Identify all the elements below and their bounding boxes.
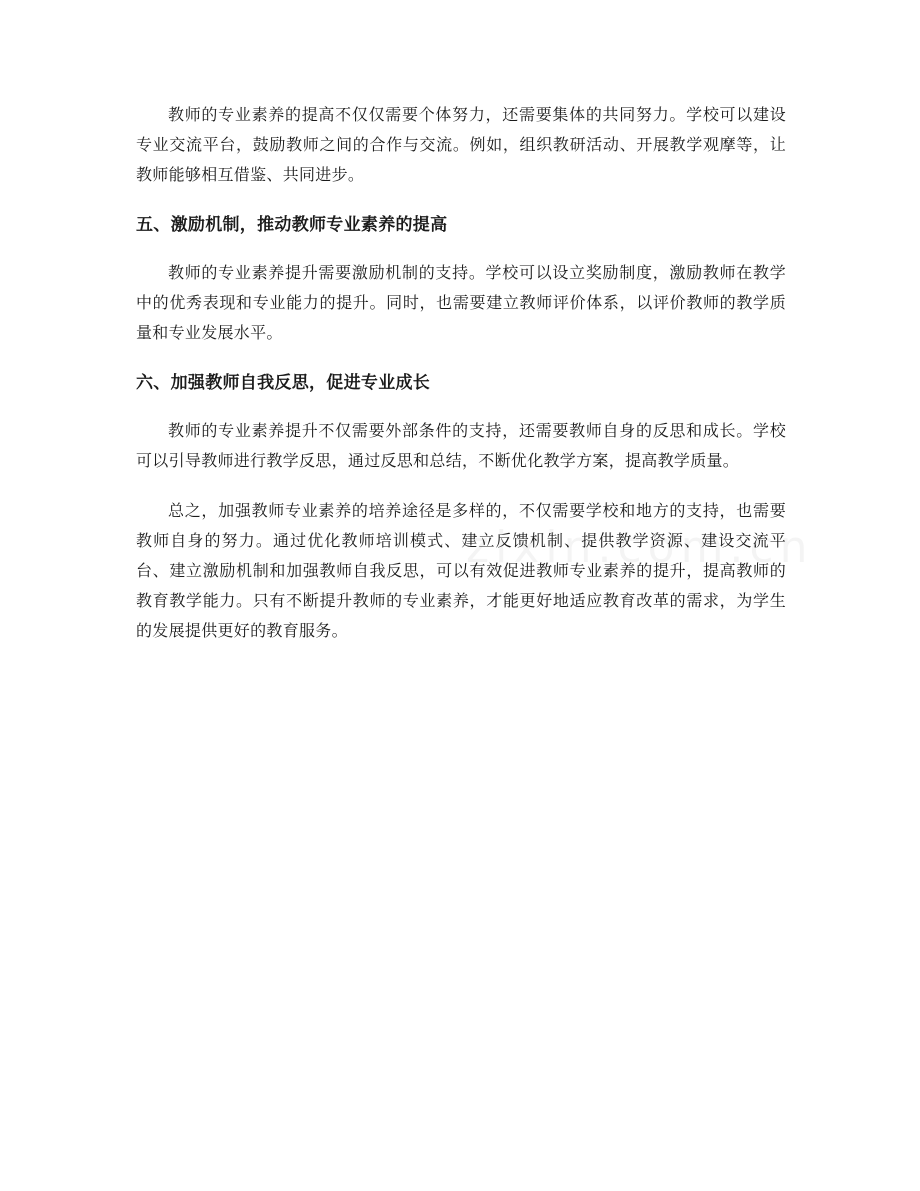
watermark (466, 522, 814, 573)
spacer (136, 348, 786, 368)
spacer (136, 476, 786, 496)
paragraph-conclusion: 总之，加强教师专业素养的培养途径是多样的，不仅需要学校和地方的支持，也需要教师自身的努力。通过优化教师培训模式、建立反馈机制、提供教学资源、建设交流平台、建立激励机制和加强教师自我反思，可以有效促进教师专业素养的提升，提高教师的教育教学能力。只有不断提升教师的专业素养，才能更好地适应教育改革的需求，为学生的发展提供更好的教育服务。 (136, 501, 786, 640)
paragraph-self-reflection: 教师的专业素养提升不仅需要外部条件的支持，还需要教师自身的反思和成长。学校可以引导教师进行教学反思，通过反思和总结，不断优化教学方案，提高教学质量。 (136, 421, 786, 470)
spacer (136, 398, 786, 416)
spacer (136, 190, 786, 210)
paragraph-collective-effort: 教师的专业素养的提高不仅仅需要个体努力，还需要集体的共同努力。学校可以建设专业交流平台，鼓励教师之间的合作与交流。例如，组织教研活动、开展教学观摩等，让教师能够相互借鉴、共同进步。 (136, 105, 786, 184)
spacer (136, 240, 786, 258)
section-heading-incentive: 五、激励机制，推动教师专业素养的提高 (136, 215, 448, 235)
paragraph-incentive: 教师的专业素养提升需要激励机制的支持。学校可以设立奖励制度，激励教师在教学中的优秀表现和专业能力的提升。同时，也需要建立教师评价体系，以评价教师的教学质量和专业发展水平。 (136, 263, 786, 342)
section-heading-self-reflection: 六、加强教师自我反思，促进专业成长 (136, 373, 431, 393)
